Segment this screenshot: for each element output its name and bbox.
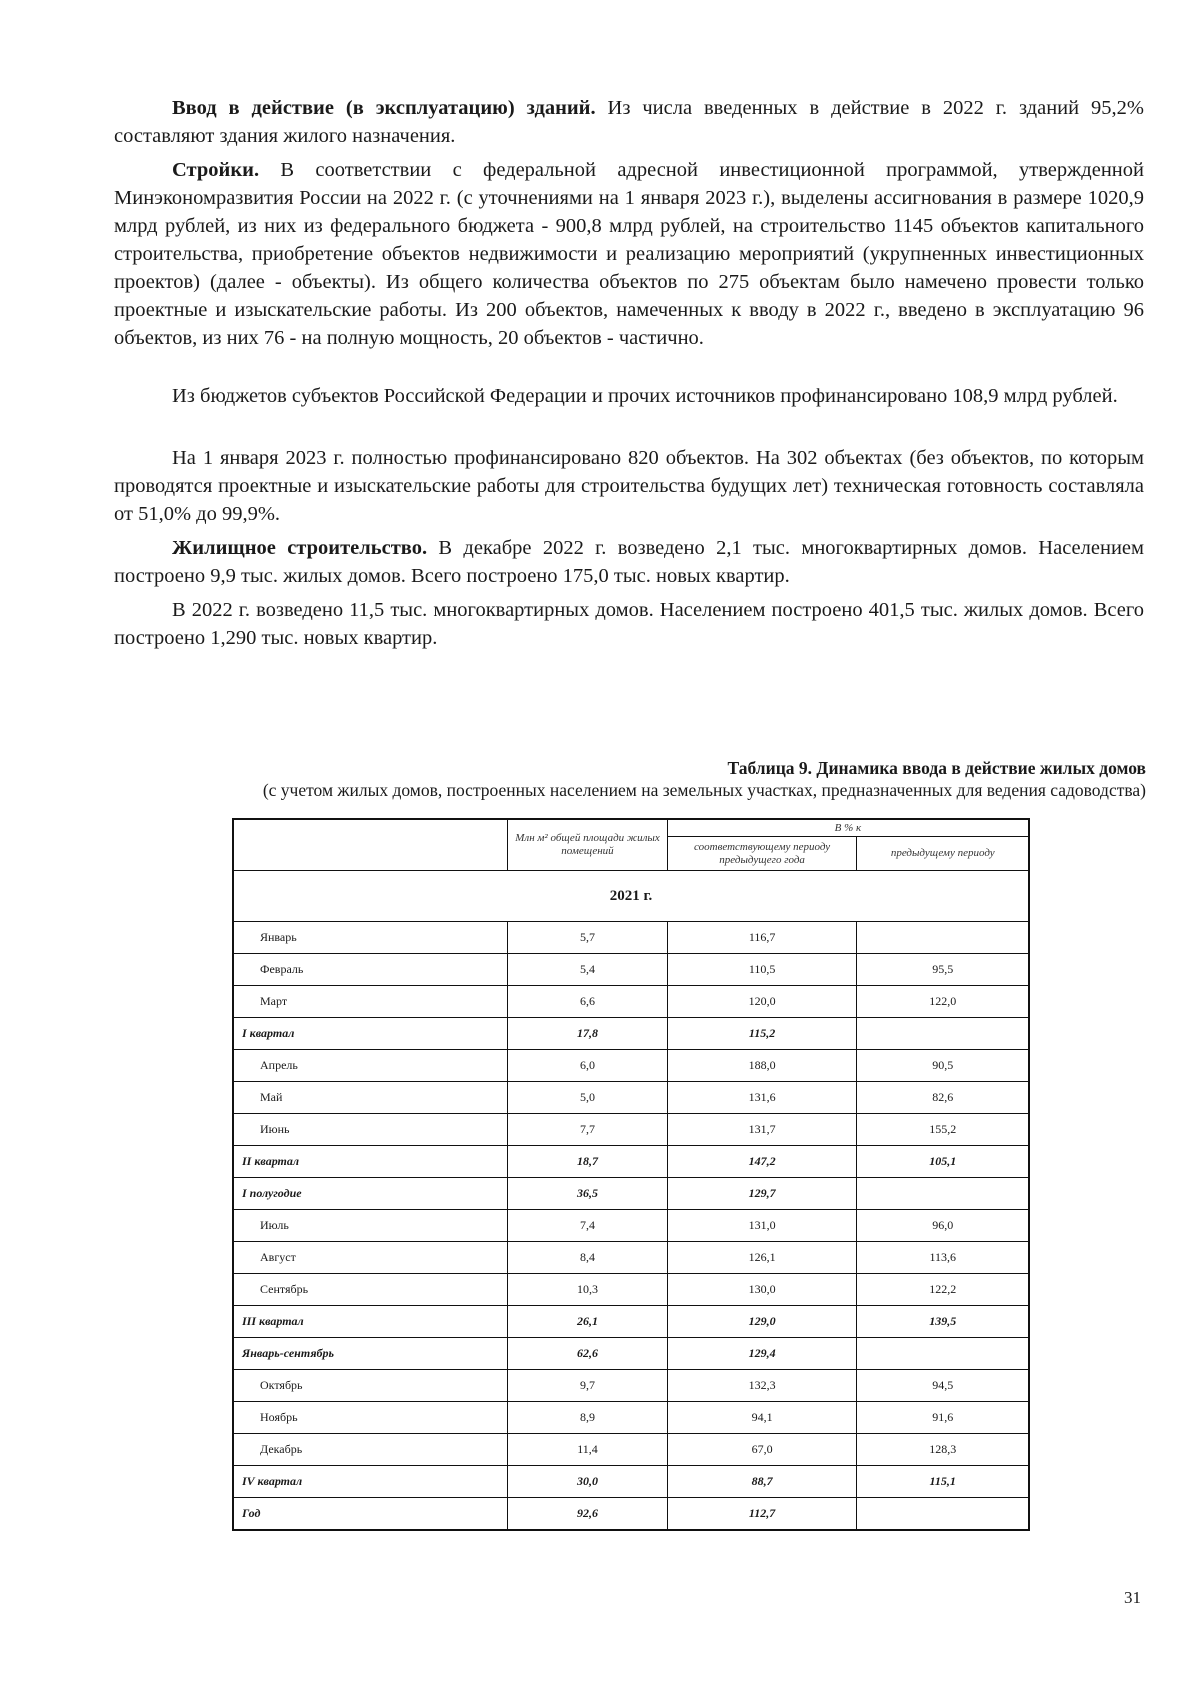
table-row xyxy=(233,1274,1029,1306)
table-caption: Таблица 9. Динамика ввода в действие жилых домов xyxy=(727,758,1146,778)
area-value: 11,4 xyxy=(508,1434,668,1466)
area-value: 9,7 xyxy=(508,1370,668,1402)
prev-period-percent: 155,2 xyxy=(857,1114,1029,1146)
prev-period-percent: 122,2 xyxy=(857,1274,1029,1306)
table-row xyxy=(233,1402,1029,1434)
table-row xyxy=(233,1242,1029,1274)
prev-period-percent: 128,3 xyxy=(857,1434,1029,1466)
area-value: 7,4 xyxy=(508,1210,668,1242)
table-row xyxy=(233,1466,1029,1498)
header-percent-group: В % к xyxy=(667,819,1029,837)
paragraph-financing xyxy=(114,444,1144,528)
header-prev-year: соответствующему периоду предыдущего года xyxy=(667,837,857,871)
area-value: 10,3 xyxy=(508,1274,668,1306)
row-label: Сентябрь xyxy=(233,1274,508,1306)
header-empty-cell xyxy=(233,819,508,871)
prev-period-percent: 122,0 xyxy=(857,986,1029,1018)
paragraph-heading: Жилищное строительство. xyxy=(172,537,428,559)
table-row xyxy=(233,954,1029,986)
prev-year-percent: 110,5 xyxy=(667,954,857,986)
prev-year-percent: 116,7 xyxy=(667,922,857,954)
prev-year-percent: 131,0 xyxy=(667,1210,857,1242)
prev-year-percent: 132,3 xyxy=(667,1370,857,1402)
row-label: III квартал xyxy=(233,1306,508,1338)
table-row xyxy=(233,922,1029,954)
paragraph-heading: Ввод в действие (в эксплуатацию) зданий. xyxy=(172,97,596,119)
area-value: 5,0 xyxy=(508,1082,668,1114)
header-area: Млн м² общей площади жилых помещений xyxy=(508,819,668,871)
area-value: 17,8 xyxy=(508,1018,668,1050)
prev-period-percent xyxy=(857,1018,1029,1050)
area-value: 92,6 xyxy=(508,1498,668,1531)
prev-period-percent: 105,1 xyxy=(857,1146,1029,1178)
prev-period-percent: 94,5 xyxy=(857,1370,1029,1402)
paragraph-text: На 1 января 2023 г. полностью профинансировано 820 объектов. На 302 объектах (без объектов, по которым проводятся проектные и изыскательские работы для строительства будущих лет) техническая готовность составляла от 51,0% до 99,9%. xyxy=(114,447,1144,525)
row-label: Ноябрь xyxy=(233,1402,508,1434)
prev-year-percent: 67,0 xyxy=(667,1434,857,1466)
prev-year-percent: 147,2 xyxy=(667,1146,857,1178)
row-label: Январь xyxy=(233,922,508,954)
paragraph-housing-2022 xyxy=(114,596,1144,652)
area-value: 6,6 xyxy=(508,986,668,1018)
area-value: 8,4 xyxy=(508,1242,668,1274)
table-row xyxy=(233,1498,1029,1531)
paragraph-housing xyxy=(114,534,1144,590)
row-label: Апрель xyxy=(233,1050,508,1082)
prev-year-percent: 120,0 xyxy=(667,986,857,1018)
paragraph-text: Из бюджетов субъектов Российской Федерации и прочих источников профинансировано 108,9 млрд рублей. xyxy=(172,385,1118,407)
paragraph-heading: Стройки. xyxy=(172,159,260,181)
row-label: Июль xyxy=(233,1210,508,1242)
row-label: I квартал xyxy=(233,1018,508,1050)
table-row xyxy=(233,1018,1029,1050)
prev-year-percent: 131,7 xyxy=(667,1114,857,1146)
paragraph-text: Из числа введенных в действие в 2022 г. зданий 95,2% составляют здания жилого назначения. xyxy=(114,97,1144,147)
prev-period-percent: 82,6 xyxy=(857,1082,1029,1114)
prev-year-percent: 115,2 xyxy=(667,1018,857,1050)
area-value: 26,1 xyxy=(508,1306,668,1338)
table-row xyxy=(233,1178,1029,1210)
prev-period-percent xyxy=(857,1338,1029,1370)
paragraph-text: В соответствии с федеральной адресной инвестиционной программой, утвержденной Минэкономразвития России на 2022 г. (с уточнениями на 1 января 2023 г.), выделены ассигнования в размере 1020,9 млрд рублей, из них из федерального бюджета - 900,8 млрд рублей, на строительство 1145 объектов капитального строительства, приобретение объектов недвижимости и реализацию мероприятий (укрупненных инвестиционных проектов) (далее - объекты). Из общего количества объектов по 275 объектам было намечено провести только проектные и изыскательские работы. Из 200 объектов, намеченных к вводу в 2022 г., введено в эксплуатацию 96 объектов, из них 76 - на полную мощность, 20 объектов - частично. xyxy=(114,159,1144,349)
row-label: IV квартал xyxy=(233,1466,508,1498)
prev-year-percent: 94,1 xyxy=(667,1402,857,1434)
table-row xyxy=(233,1338,1029,1370)
paragraph-text: В декабре 2022 г. возведено 2,1 тыс. многоквартирных домов. Населением построено 9,9 тыс. жилых домов. Всего построено 175,0 тыс. новых квартир. xyxy=(114,537,1145,587)
prev-period-percent xyxy=(857,1498,1029,1531)
prev-period-percent: 90,5 xyxy=(857,1050,1029,1082)
row-label: Январь-сентябрь xyxy=(233,1338,508,1370)
year-label: 2021 г. xyxy=(233,871,1029,922)
row-label: Февраль xyxy=(233,954,508,986)
row-label: I полугодие xyxy=(233,1178,508,1210)
row-label: II квартал xyxy=(233,1146,508,1178)
paragraph-regional-budgets xyxy=(114,382,1144,410)
row-label: Май xyxy=(233,1082,508,1114)
prev-period-percent: 95,5 xyxy=(857,954,1029,986)
table-row xyxy=(233,1434,1029,1466)
prev-year-percent: 131,6 xyxy=(667,1082,857,1114)
paragraph-text: В 2022 г. возведено 11,5 тыс. многоквартирных домов. Населением построено 401,5 тыс. жилых домов. Всего построено 1,290 тыс. новых квартир. xyxy=(114,599,1144,649)
row-label: Август xyxy=(233,1242,508,1274)
row-label: Год xyxy=(233,1498,508,1531)
prev-year-percent: 129,0 xyxy=(667,1306,857,1338)
table-row xyxy=(233,1114,1029,1146)
prev-period-percent: 139,5 xyxy=(857,1306,1029,1338)
prev-year-percent: 126,1 xyxy=(667,1242,857,1274)
table-row xyxy=(233,1050,1029,1082)
paragraph-buildings xyxy=(114,94,1144,150)
prev-year-percent: 129,7 xyxy=(667,1178,857,1210)
prev-year-percent: 130,0 xyxy=(667,1274,857,1306)
prev-period-percent xyxy=(857,1178,1029,1210)
area-value: 30,0 xyxy=(508,1466,668,1498)
paragraph-construction-sites xyxy=(114,156,1144,352)
area-value: 18,7 xyxy=(508,1146,668,1178)
table-row xyxy=(233,1210,1029,1242)
prev-year-percent: 129,4 xyxy=(667,1338,857,1370)
area-value: 5,4 xyxy=(508,954,668,986)
prev-year-percent: 88,7 xyxy=(667,1466,857,1498)
row-label: Март xyxy=(233,986,508,1018)
header-prev-period: предыдущему периоду xyxy=(857,837,1029,871)
page-number: 31 xyxy=(1124,1588,1141,1607)
prev-period-percent: 91,6 xyxy=(857,1402,1029,1434)
area-value: 7,7 xyxy=(508,1114,668,1146)
row-label: Июнь xyxy=(233,1114,508,1146)
row-label: Октябрь xyxy=(233,1370,508,1402)
prev-year-percent: 188,0 xyxy=(667,1050,857,1082)
table-row xyxy=(233,1082,1029,1114)
prev-period-percent: 96,0 xyxy=(857,1210,1029,1242)
table-row xyxy=(233,1370,1029,1402)
prev-year-percent: 112,7 xyxy=(667,1498,857,1531)
table-row xyxy=(233,986,1029,1018)
area-value: 36,5 xyxy=(508,1178,668,1210)
prev-period-percent xyxy=(857,922,1029,954)
housing-commissioning-table xyxy=(232,818,1030,1531)
table-subcaption: (с учетом жилых домов, построенных населением на земельных участках, предназначенных для ведения садоводства) xyxy=(262,780,1146,800)
area-value: 62,6 xyxy=(508,1338,668,1370)
table-row xyxy=(233,1306,1029,1338)
row-label: Декабрь xyxy=(233,1434,508,1466)
area-value: 6,0 xyxy=(508,1050,668,1082)
prev-period-percent: 115,1 xyxy=(857,1466,1029,1498)
table-row xyxy=(233,1146,1029,1178)
area-value: 5,7 xyxy=(508,922,668,954)
area-value: 8,9 xyxy=(508,1402,668,1434)
prev-period-percent: 113,6 xyxy=(857,1242,1029,1274)
